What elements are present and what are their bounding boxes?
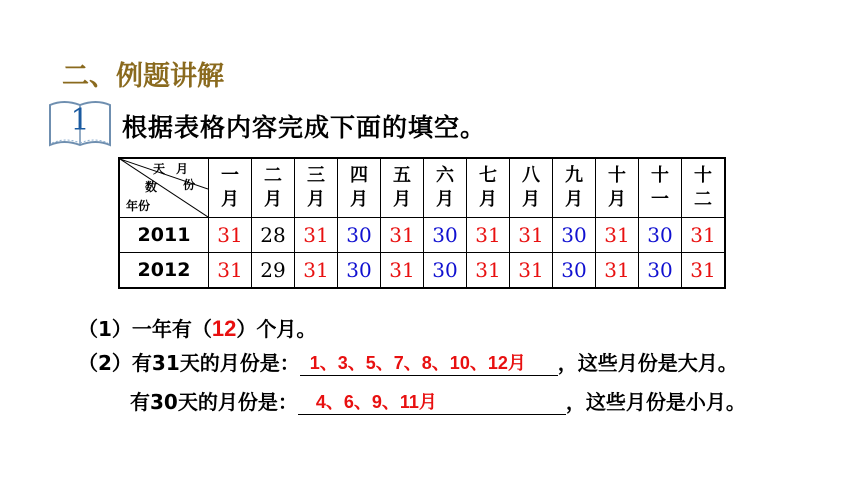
corner-cell <box>119 158 209 218</box>
corner-label-year: 年份 <box>126 199 151 213</box>
month-header: 一 月 <box>209 158 252 218</box>
day-count-cell: 30 <box>553 218 596 253</box>
day-count-cell: 31 <box>510 218 553 253</box>
day-count-cell: 31 <box>596 218 639 253</box>
day-count-cell: 30 <box>424 218 467 253</box>
month-header: 十 二 <box>682 158 726 218</box>
corner-label-shu: 数 <box>145 180 158 194</box>
question-3 <box>130 386 746 415</box>
corner-label-yue: 月 <box>176 162 189 176</box>
table-row <box>119 253 725 289</box>
question-2-prefix: （2）有31天的月份是： <box>78 351 300 375</box>
instruction-text: 根据表格内容完成下面的填空。 <box>122 113 487 142</box>
day-count-cell: 29 <box>252 253 295 289</box>
day-count-cell: 31 <box>682 253 726 289</box>
day-count-cell: 30 <box>338 253 381 289</box>
day-count-cell: 28 <box>252 218 295 253</box>
month-header: 六 月 <box>424 158 467 218</box>
question-3-prefix: 有30天的月份是： <box>130 390 298 414</box>
day-count-cell: 31 <box>295 253 338 289</box>
day-count-cell: 30 <box>424 253 467 289</box>
question-1 <box>78 313 316 342</box>
month-header: 十 一 <box>639 158 682 218</box>
day-count-cell: 31 <box>381 218 424 253</box>
day-count-cell: 31 <box>467 253 510 289</box>
question-2-answer: 1、3、5、7、8、10、12月 <box>309 353 526 373</box>
corner-label-tian: 天 <box>153 162 166 176</box>
day-count-cell: 30 <box>639 253 682 289</box>
question-2 <box>78 347 738 376</box>
year-cell: 2012 <box>119 253 209 289</box>
question-3-answer: 4、6、9、11月 <box>315 392 437 412</box>
day-count-cell: 31 <box>467 218 510 253</box>
example-badge <box>48 99 112 149</box>
day-count-cell: 31 <box>510 253 553 289</box>
question-2-blank <box>300 351 558 376</box>
day-count-cell: 31 <box>209 218 252 253</box>
year-cell: 2011 <box>119 218 209 253</box>
month-header: 四 月 <box>338 158 381 218</box>
month-header: 八 月 <box>510 158 553 218</box>
days-table <box>118 157 726 289</box>
example-number: 1 <box>70 103 90 138</box>
question-3-suffix: ，这些月份是小月。 <box>565 390 746 414</box>
question-1-answer: 12 <box>211 316 237 341</box>
day-count-cell: 30 <box>553 253 596 289</box>
month-header: 二 月 <box>252 158 295 218</box>
day-count-cell: 31 <box>209 253 252 289</box>
header-row <box>119 158 725 218</box>
month-header: 九 月 <box>553 158 596 218</box>
day-count-cell: 31 <box>381 253 424 289</box>
day-count-cell: 31 <box>295 218 338 253</box>
question-1-suffix: ）个月。 <box>236 317 317 341</box>
question-2-suffix: ，这些月份是大月。 <box>557 351 738 375</box>
table-row <box>119 218 725 253</box>
day-count-cell: 30 <box>639 218 682 253</box>
month-header: 五 月 <box>381 158 424 218</box>
question-3-blank <box>298 390 566 415</box>
month-header: 三 月 <box>295 158 338 218</box>
question-1-prefix: （1）一年有（ <box>78 317 212 341</box>
section-title: 二、例题讲解 <box>62 61 224 92</box>
month-header: 七 月 <box>467 158 510 218</box>
day-count-cell: 30 <box>338 218 381 253</box>
day-count-cell: 31 <box>596 253 639 289</box>
corner-label-fen: 份 <box>183 178 196 192</box>
month-header: 十 月 <box>596 158 639 218</box>
day-count-cell: 31 <box>682 218 726 253</box>
